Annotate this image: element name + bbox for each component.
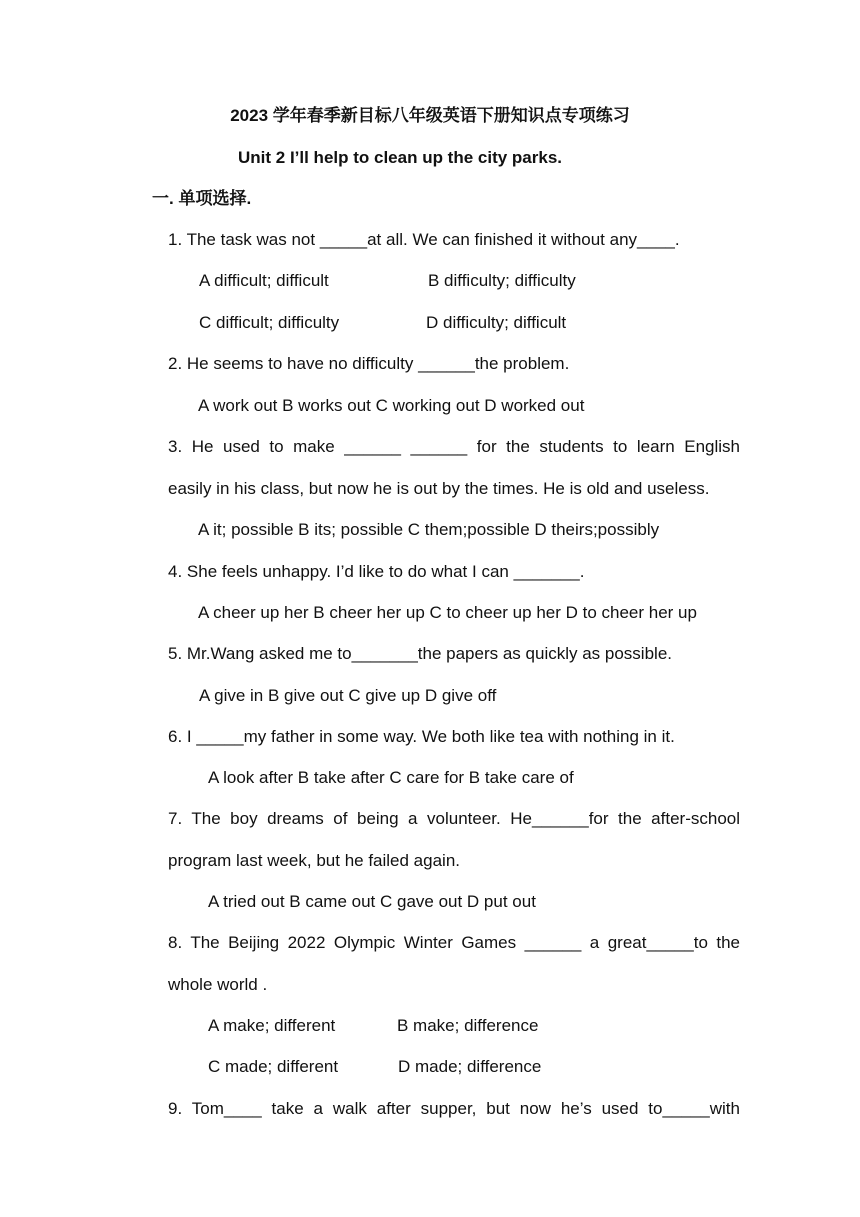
question-8-option-a: A make; different	[208, 1016, 336, 1035]
question-1-option-c: C difficult; difficulty	[199, 313, 340, 332]
question-2-stem: 2. He seems to have no difficulty ______the problem.	[168, 354, 570, 373]
question-7-options: A tried out B came out C gave out D put out	[208, 892, 536, 911]
section-heading: 一. 单项选择.	[152, 189, 252, 208]
question-8-option-d: D made; difference	[398, 1057, 542, 1076]
question-6-stem: 6. I _____my father in some way. We both like tea with nothing in it.	[168, 727, 675, 746]
question-8-option-b: B make; difference	[397, 1016, 539, 1035]
question-9-stem: 9. Tom____ take a walk after supper, but now he’s used to_____with	[168, 1099, 740, 1118]
question-8-option-c: C made; different	[208, 1057, 339, 1076]
question-8-stem-line-1: 8. The Beijing 2022 Olympic Winter Games ______ a great_____to the	[168, 933, 740, 952]
question-3-stem-line-1: 3. He used to make ______ ______ for the students to learn English	[168, 437, 740, 456]
unit-heading: Unit 2 I’ll help to clean up the city parks.	[238, 148, 563, 167]
question-2-options: A work out B works out C working out D worked out	[198, 396, 585, 415]
question-4-stem: 4. She feels unhappy. I’d like to do what I can _______.	[168, 562, 585, 581]
question-7-stem-line-2: program last week, but he failed again.	[168, 851, 461, 870]
question-4-options: A cheer up her B cheer her up C to cheer up her D to cheer her up	[198, 603, 697, 622]
question-1-option-a: A difficult; difficult	[199, 271, 329, 290]
question-3-options: A it; possible B its; possible C them;possible D theirs;possibly	[198, 520, 660, 539]
question-5-stem: 5. Mr.Wang asked me to_______the papers as quickly as possible.	[168, 644, 672, 663]
question-1-option-b: B difficulty; difficulty	[428, 271, 576, 290]
question-8-stem-line-2: whole world .	[168, 975, 268, 994]
page-title: 2023 学年春季新目标八年级英语下册知识点专项练习	[230, 106, 630, 125]
question-6-options: A look after B take after C care for B take care of	[208, 768, 574, 787]
question-1-option-d: D difficulty; difficult	[426, 313, 567, 332]
question-7-stem-line-1: 7. The boy dreams of being a volunteer. He______for the after-school	[168, 809, 740, 828]
question-3-stem-line-2: easily in his class, but now he is out by the times. He is old and useless.	[168, 479, 710, 498]
question-1-stem: 1. The task was not _____at all. We can finished it without any____.	[168, 230, 680, 249]
question-5-options: A give in B give out C give up D give off	[199, 686, 497, 705]
